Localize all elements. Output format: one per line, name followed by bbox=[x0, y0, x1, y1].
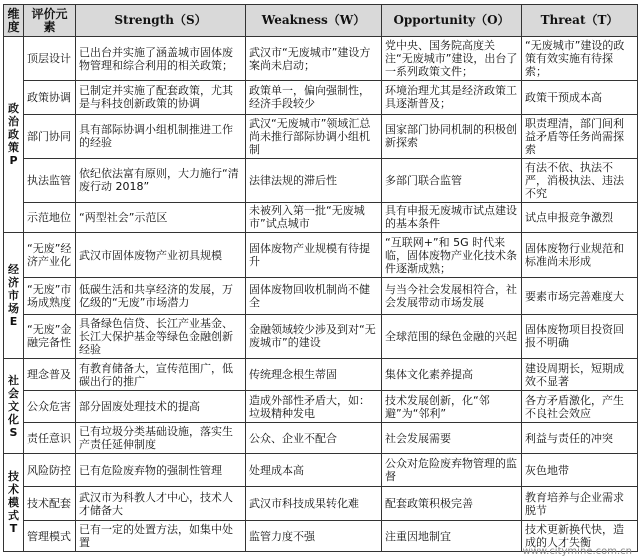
element-cell: 技术配套 bbox=[24, 486, 76, 521]
table-row bbox=[4, 422, 638, 453]
opportunity-cell: 党中央、国务院高度关注“无废城市”建设，出台了一系列政策文件； bbox=[382, 37, 522, 81]
header-strength: Strength（S） bbox=[76, 5, 246, 37]
table-row bbox=[4, 358, 638, 391]
opportunity-cell: 环境治理尤其是经济政策工具逐渐普及； bbox=[382, 81, 522, 115]
header-element: 评价元素 bbox=[24, 5, 76, 37]
table-body bbox=[4, 37, 638, 552]
header-opportunity: Opportunity（O） bbox=[382, 5, 522, 37]
strength-cell: 已出台并实施了涵盖城市固体废物管理和综合利用的相关政策； bbox=[76, 37, 246, 81]
threat-cell: 固体废物行业规范和标准尚未形成 bbox=[522, 233, 638, 278]
table-row bbox=[4, 233, 638, 278]
weakness-cell: 政策单一，偏向强制性，经济手段较少 bbox=[246, 81, 382, 115]
table-row bbox=[4, 486, 638, 521]
element-cell: 执法监管 bbox=[24, 158, 76, 202]
opportunity-cell: 多部门联合监管 bbox=[382, 158, 522, 202]
weakness-cell: 法律法规的滞后性 bbox=[246, 158, 382, 202]
opportunity-cell: 配套政策积极完善 bbox=[382, 486, 522, 521]
element-cell: 风险防控 bbox=[24, 454, 76, 487]
table-row bbox=[4, 81, 638, 115]
threat-cell: 建设周期长，短期成效不显著 bbox=[522, 358, 638, 391]
strength-cell: 已有垃圾分类基础设施，落实生产责任延伸制度 bbox=[76, 422, 246, 453]
dimension-label-text: 技术模式T bbox=[8, 470, 19, 536]
strength-cell: 依纪依法富有原则，大力施行“清废行动 2018” bbox=[76, 158, 246, 202]
element-cell: 示范地位 bbox=[24, 202, 76, 232]
opportunity-cell: 具有申报无废城市试点建设的基本条件 bbox=[382, 202, 522, 232]
threat-cell: 要素市场完善难度大 bbox=[522, 278, 638, 315]
header-weakness: Weakness（W） bbox=[246, 5, 382, 37]
swot-table bbox=[3, 4, 638, 552]
element-cell: 责任意识 bbox=[24, 422, 76, 453]
weakness-cell: 监管力度不强 bbox=[246, 521, 382, 552]
threat-cell: 有法不依、执法不严，消极执法、违法不究 bbox=[522, 158, 638, 202]
element-cell: 部门协同 bbox=[24, 114, 76, 158]
strength-cell: 已有危险废弃物的强制性管理 bbox=[76, 454, 246, 487]
strength-cell: 已有一定的处置方法，如集中处置 bbox=[76, 521, 246, 552]
weakness-cell: 处理成本高 bbox=[246, 454, 382, 487]
dimension-label-text: 经济市场E bbox=[8, 263, 19, 329]
element-cell: “无废”经济产业化 bbox=[24, 233, 76, 278]
threat-cell: 教育培养与企业需求脱节 bbox=[522, 486, 638, 521]
weakness-cell: 金融领域较少涉及到对“无废城市”的建设 bbox=[246, 314, 382, 358]
weakness-cell: 武汉市科技成果转化难 bbox=[246, 486, 382, 521]
threat-cell: 固体废物项目投资回报不明确 bbox=[522, 314, 638, 358]
dimension-label bbox=[4, 358, 24, 453]
element-cell: 政策协调 bbox=[24, 81, 76, 115]
threat-cell: 试点申报竞争激烈 bbox=[522, 202, 638, 232]
element-cell: 顶层设计 bbox=[24, 37, 76, 81]
threat-cell: 灰色地带 bbox=[522, 454, 638, 487]
threat-cell: 各方矛盾激化，产生不良社会效应 bbox=[522, 391, 638, 422]
table-row bbox=[4, 37, 638, 81]
dimension-label bbox=[4, 233, 24, 359]
strength-cell: 具备绿色信贷、长江产业基金、长江大保护基金等绿色金融创新经验 bbox=[76, 314, 246, 358]
weakness-cell: 固体废物产业规模有待提升 bbox=[246, 233, 382, 278]
weakness-cell: 固体废物回收机制尚不健全 bbox=[246, 278, 382, 315]
element-cell: 公众危害 bbox=[24, 391, 76, 422]
element-cell: 管理模式 bbox=[24, 521, 76, 552]
table-row bbox=[4, 314, 638, 358]
opportunity-cell: 与当今社会发展相符合，社会发展带动市场发展 bbox=[382, 278, 522, 315]
strength-cell: 部分固废处理技术的提高 bbox=[76, 391, 246, 422]
strength-cell: “两型社会”示范区 bbox=[76, 202, 246, 232]
threat-cell: 政策干预成本高 bbox=[522, 81, 638, 115]
watermark: www.citymine.com.cn bbox=[522, 546, 632, 557]
weakness-cell: 武汉“无废城市”领域汇总尚未推行部际协调小组机制 bbox=[246, 114, 382, 158]
opportunity-cell: “互联网+”和 5G 时代来临，固体废物产业化技术条件逐渐成熟； bbox=[382, 233, 522, 278]
threat-cell: “无废城市”建设的政策有效实施有待探索； bbox=[522, 37, 638, 81]
table-row bbox=[4, 454, 638, 487]
table-row bbox=[4, 114, 638, 158]
element-cell: 理念普及 bbox=[24, 358, 76, 391]
strength-cell: 武汉市为科教人才中心，技术人才储备大 bbox=[76, 486, 246, 521]
opportunity-cell: 全球范围的绿色金融的兴起 bbox=[382, 314, 522, 358]
header-threat: Threat（T） bbox=[522, 5, 638, 37]
table-row bbox=[4, 278, 638, 315]
weakness-cell: 武汉市“无废城市”建设方案尚未启动； bbox=[246, 37, 382, 81]
weakness-cell: 传统理念根生蒂固 bbox=[246, 358, 382, 391]
dimension-label bbox=[4, 454, 24, 552]
strength-cell: 低碳生活和共享经济的发展，万亿级的“无废”市场潜力 bbox=[76, 278, 246, 315]
strength-cell: 具有部际协调小组机制推进工作的经验 bbox=[76, 114, 246, 158]
dimension-label-text: 政治政策P bbox=[8, 102, 19, 168]
opportunity-cell: 国家部门协同机制的积极创新探索 bbox=[382, 114, 522, 158]
strength-cell: 已制定并实施了配套政策，尤其是与科技创新政策的协调 bbox=[76, 81, 246, 115]
opportunity-cell: 注重因地制宜 bbox=[382, 521, 522, 552]
table-row bbox=[4, 158, 638, 202]
weakness-cell: 未被列入第一批“无废城市”试点城市 bbox=[246, 202, 382, 232]
header-dimension: 维度 bbox=[4, 5, 24, 37]
table-row bbox=[4, 391, 638, 422]
threat-cell: 利益与责任的冲突 bbox=[522, 422, 638, 453]
opportunity-cell: 公众对危险废弃物管理的监督 bbox=[382, 454, 522, 487]
strength-cell: 有教育储备大，宣传范围广，低碳出行的推广 bbox=[76, 358, 246, 391]
strength-cell: 武汉市固体废物产业初具规模 bbox=[76, 233, 246, 278]
opportunity-cell: 集体文化素养提高 bbox=[382, 358, 522, 391]
element-cell: “无废”市场成熟度 bbox=[24, 278, 76, 315]
threat-cell: 职责理清，部门间利益矛盾等任务尚需探索 bbox=[522, 114, 638, 158]
weakness-cell: 公众、企业不配合 bbox=[246, 422, 382, 453]
header-row bbox=[4, 5, 638, 37]
element-cell: “无废”金融完备性 bbox=[24, 314, 76, 358]
opportunity-cell: 社会发展需要 bbox=[382, 422, 522, 453]
dimension-label bbox=[4, 37, 24, 233]
opportunity-cell: 技术发展创新，化“邻避”为“邻利” bbox=[382, 391, 522, 422]
dimension-label-text: 社会文化S bbox=[8, 373, 19, 439]
table-row bbox=[4, 202, 638, 232]
threat-cell: 技术更新换代快，造成的人才失衡 bbox=[522, 521, 638, 552]
weakness-cell: 造成外部性矛盾大，如：垃圾精种发电 bbox=[246, 391, 382, 422]
